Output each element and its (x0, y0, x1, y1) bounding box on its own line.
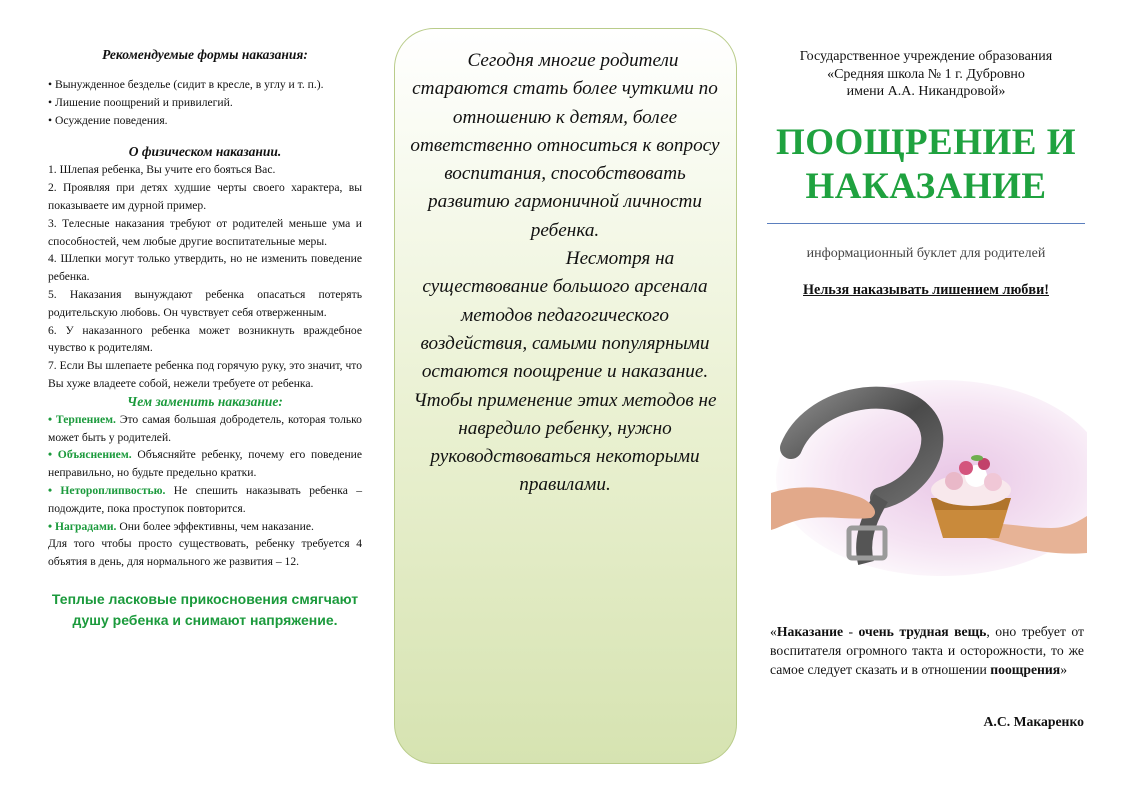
forms-list (48, 76, 362, 129)
middle-panel (394, 28, 737, 764)
replace-heading: Чем заменить наказание: (127, 393, 283, 409)
list-item: 1. Шлепая ребенка, Вы учите его бояться Вас. (48, 163, 276, 177)
replace-term: • Наградами. (48, 519, 117, 533)
quote-author: А.С. Макаренко (983, 714, 1084, 729)
intro-text: Сегодня многие родители стараются стать более чуткими по отношению к детям, более ответственно относиться к вопросу воспитания, способствовать развитию гармоничной личности ребенка. (410, 50, 720, 241)
list-item: 2. Проявляя при детях худшие черты своего характера, вы показываете им дурной пример. (48, 181, 362, 212)
quote (770, 622, 1084, 679)
org-line: «Средняя школа № 1 г. Дубровно (827, 66, 1025, 82)
org-line: Государственное учреждение образования (799, 49, 1053, 64)
list-item (48, 446, 362, 482)
quote-text: , оно требует от воспитателя огромного такта и осторожности, то же самое следует сказать и в отношении (770, 624, 1085, 677)
list-item: 5. Наказания вынуждают ребенка опасаться потерять родительскую любовь. Он чувствует себя отверженным. (48, 287, 362, 319)
quote-bold: поощрения (990, 662, 1061, 677)
list-item: 6. У наказанного ребенка может возникнуть враждебное чувство к родителям. (48, 323, 362, 355)
list-item: • Лишение поощрений и привилегий. (48, 95, 233, 109)
title-line: НАКАЗАНИЕ (805, 165, 1047, 207)
list-item (48, 482, 362, 518)
physical-heading: О физическом наказании. (128, 144, 282, 160)
physical-list (48, 161, 362, 392)
list-item: 3. Телесные наказания требуют от родителей меньше ума и способностей, чем любые другие воспитательные меры. (48, 216, 362, 248)
intro-paragraph (407, 47, 723, 245)
methods-text: Несмотря на существование большого арсенала методов педагогического воздействия, самыми популярными остаются поощрение и наказание. Чтобы применение этих методов не навредило ребенку, нужно руководствоваться некоторыми правилами. (413, 248, 717, 496)
list-item (48, 411, 362, 447)
replace-term: • Объяснением. (48, 448, 132, 462)
quote-mark: » (1060, 662, 1068, 677)
replace-text: Они более эффективны, чем наказание. (116, 519, 314, 533)
replace-text: Это самая большая добродетель, которая только может быть у родителей. (48, 412, 362, 444)
right-column (766, 48, 1086, 729)
footer-note: Теплые ласковые прикосновения смягчают душу ребенка и снимают напряжение. (51, 590, 359, 628)
quote-bold: очень трудная вещь (858, 624, 987, 639)
left-column (48, 46, 362, 631)
methods-paragraph (407, 245, 723, 500)
replace-text: Объясняйте ребенку, почему его поведение неправильно, но будьте предельно кратки. (48, 448, 362, 480)
list-item (48, 518, 362, 536)
belt-and-cupcake-illustration (771, 378, 1087, 578)
booklet-title (766, 121, 1086, 209)
replace-term: • Терпением. (48, 412, 116, 426)
title-line: ПООЩРЕНИЕ И (775, 121, 1077, 163)
list-item: • Вынужденное безделье (сидит в кресле, в углу и т. п.). (48, 78, 324, 91)
org-line: имени А.А. Никандровой» (846, 84, 1006, 99)
panel-text (407, 47, 723, 500)
slogan: Нельзя наказывать лишением любви! (803, 281, 1049, 298)
hugs-text: Для того чтобы просто существовать, ребенку требуется 4 объятия в день, для нормального же развития – 12. (48, 537, 362, 569)
forms-heading: Рекомендуемые формы наказания: (102, 47, 308, 62)
list-item: • Осуждение поведения. (48, 113, 168, 127)
quote-mark: « (770, 624, 777, 639)
list-item: 4. Шлепки могут только утвердить, но не изменить поведение ребенка. (48, 252, 362, 284)
replace-term: • Нетороплипвостью. (48, 483, 166, 497)
replace-list (48, 411, 362, 571)
title-divider (767, 223, 1085, 224)
list-item: 7. Если Вы шлепаете ребенка под горячую руку, это значит, что Вы хуже владеете собой, нежели требуете от ребенка. (48, 359, 362, 390)
quote-bold: Наказание (776, 624, 844, 639)
replace-text: Не спешить наказывать ребенка – подождите, пока проступок повторится. (48, 483, 362, 515)
booklet-subtitle: информационный буклет для родителей (806, 245, 1046, 261)
organization-name (766, 48, 1086, 101)
quote-text: - (843, 624, 859, 639)
